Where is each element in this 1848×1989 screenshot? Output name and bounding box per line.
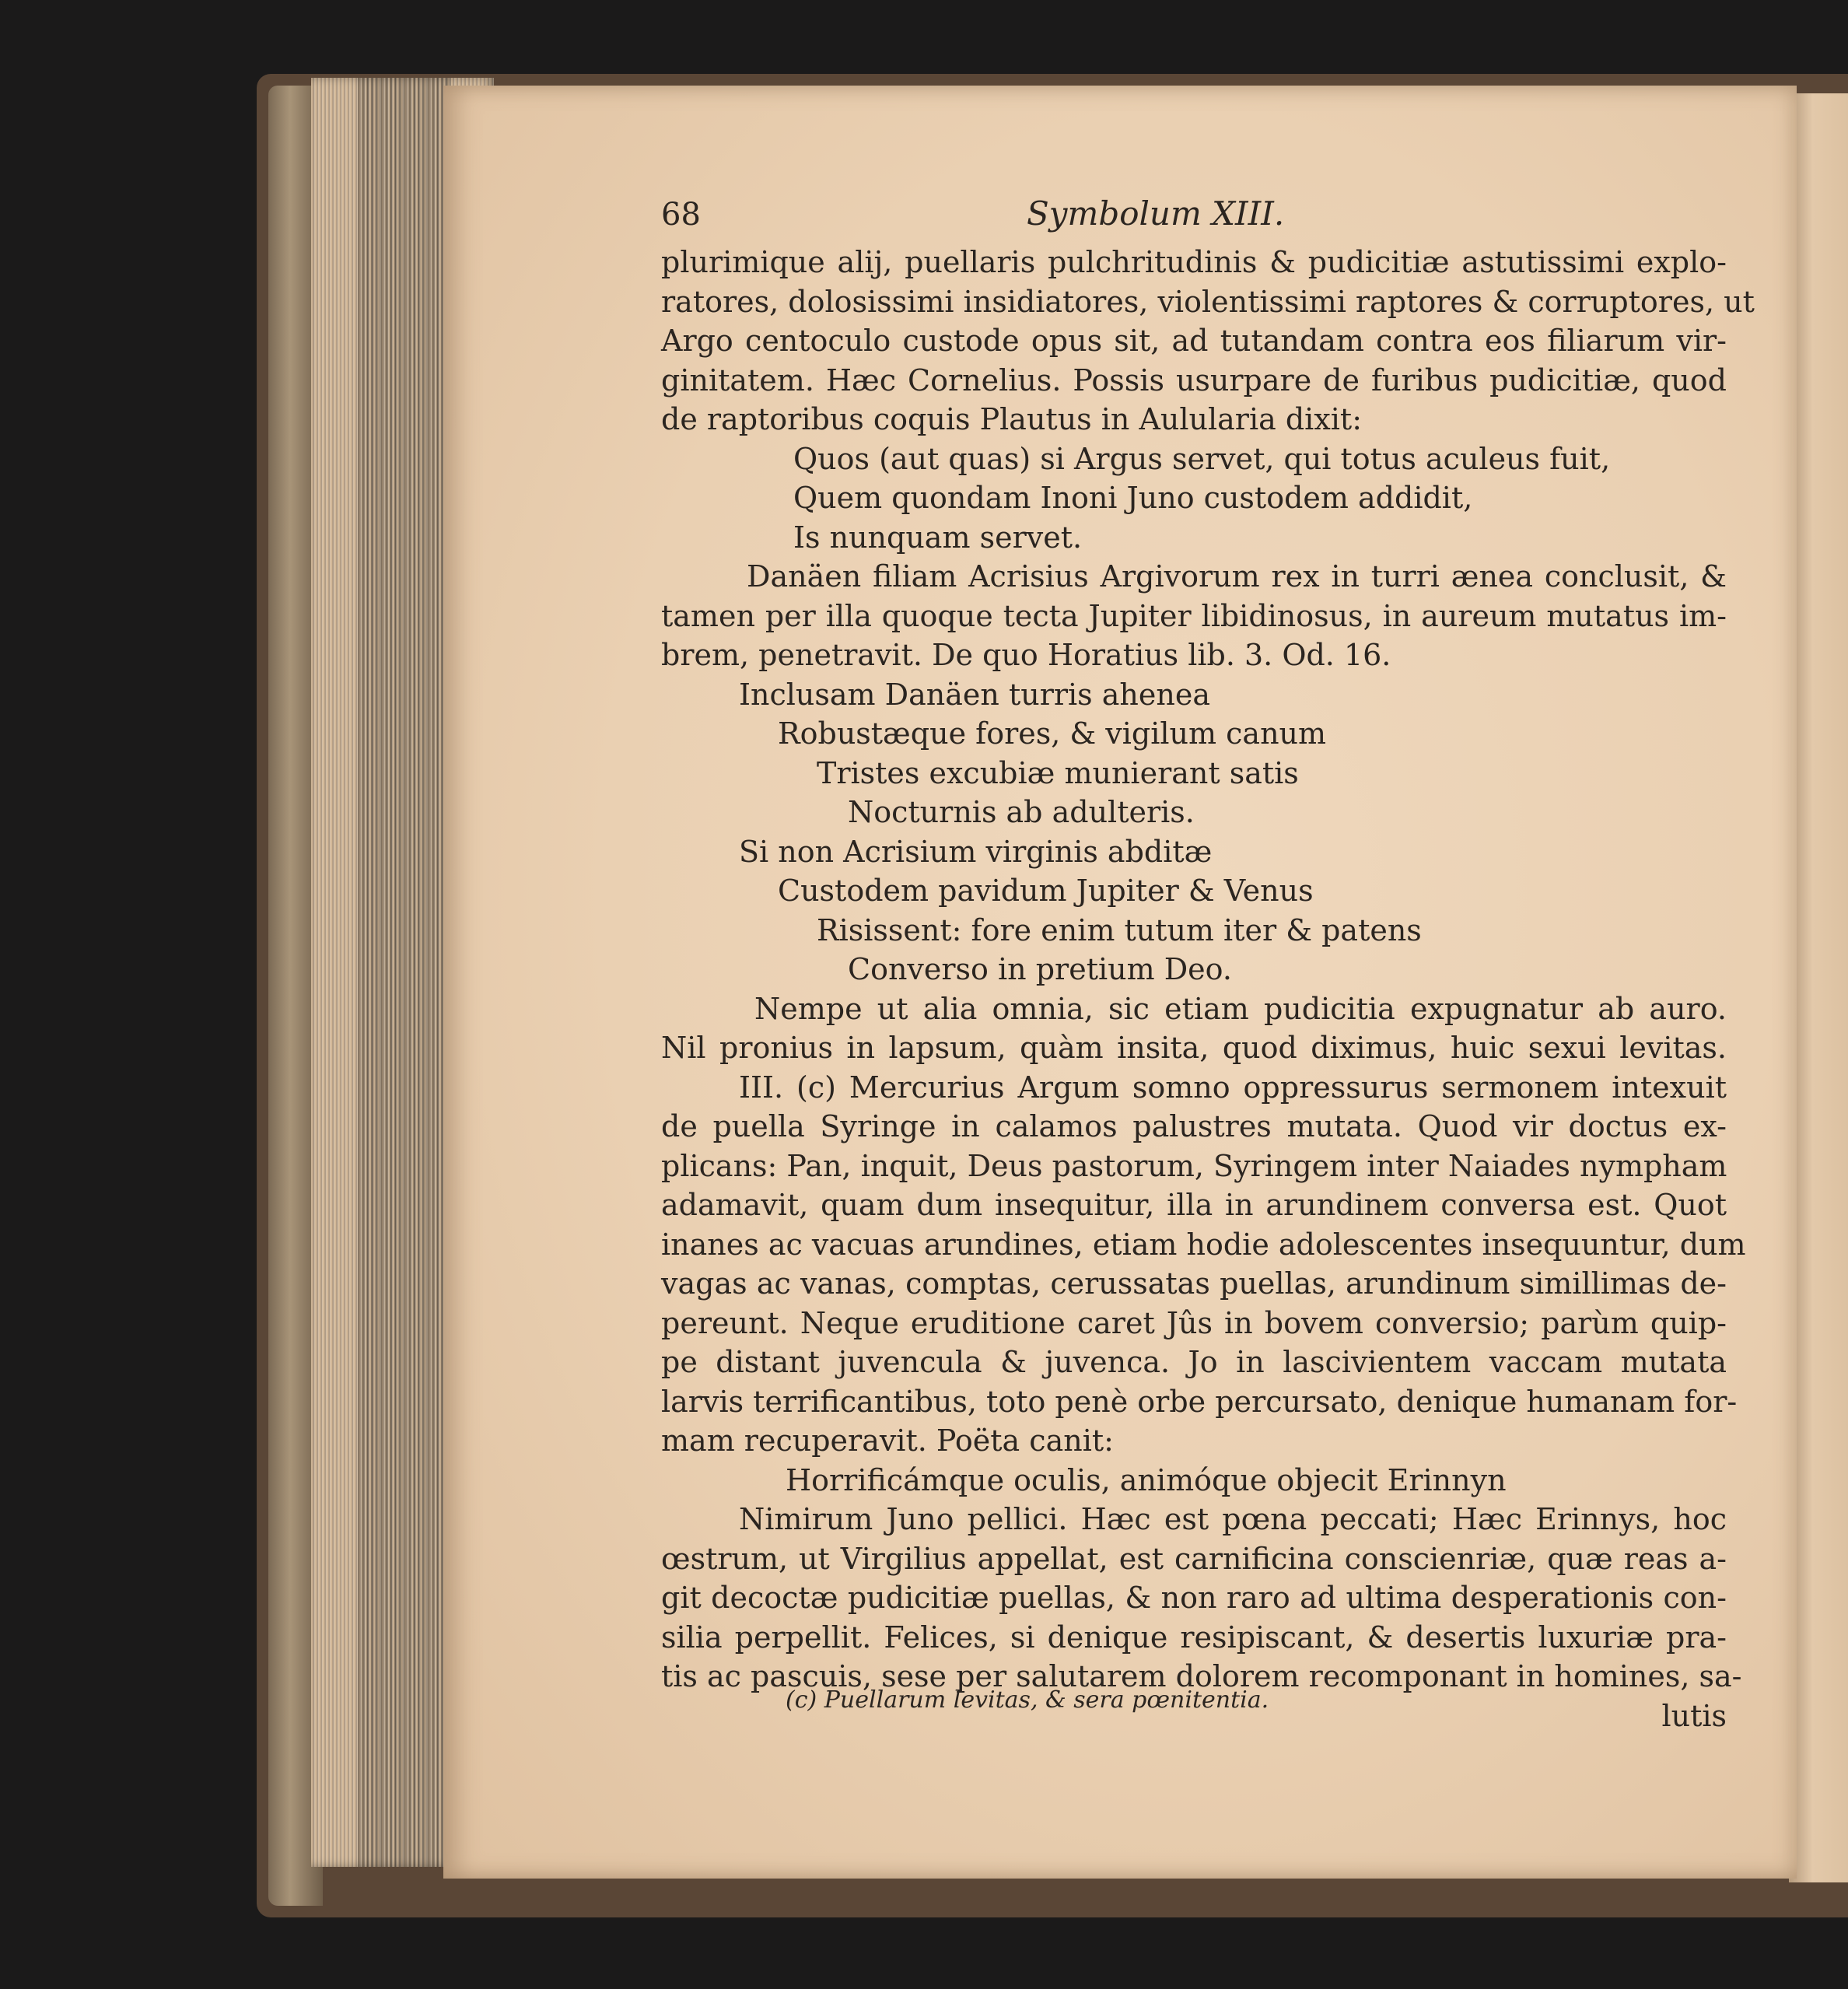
text-line: Horrificámque oculis, animóque objecit Erinnyn [786, 1462, 1507, 1497]
text-line: III. (c) Mercurius Argum somno oppressurus sermonem intexuit [739, 1070, 1727, 1105]
text-line: tis ac pascuis, sese per salutarem dolorem recomponant in homines, sa- [661, 1659, 1742, 1693]
text-line: Nempe ut alia omnia, sic etiam pudicitia expugnatur ab auro. [754, 991, 1727, 1026]
text-line: ginitatem. Hæc Cornelius. Possis usurpare de furibus pudicitiæ, quod [661, 362, 1727, 397]
text-line: Risissent: fore enim tutum iter & patens [817, 912, 1422, 947]
text-line: Nimirum Juno pellici. Hæc est pœna peccati; Hæc Erinnys, hoc [739, 1502, 1727, 1536]
text-line: Quos (aut quas) si Argus servet, qui totus aculeus fuit, [793, 441, 1611, 476]
footnote: (c) Puellarum levitas, & sera pœnitentia. [786, 1686, 1269, 1714]
text-line: œstrum, ut Virgilius appellat, est carnificina conscienriæ, quæ reas a- [661, 1541, 1727, 1576]
text-line: vagas ac vanas, comptas, cerussatas puellas, arundinum simillimas de- [661, 1266, 1727, 1301]
text-line: Danäen filiam Acrisius Argivorum rex in turri ænea conclusit, & [747, 559, 1727, 594]
text-line: adamavit, quam dum insequitur, illa in arundinem conversa est. Quot [661, 1188, 1727, 1222]
text-line: Si non Acrisium virginis abditæ [739, 834, 1213, 869]
text-line: Quem quondam Inoni Juno custodem addidit, [793, 481, 1473, 515]
facing-page-edge [1789, 93, 1848, 1882]
text-line: plicans: Pan, inquit, Deus pastorum, Syringem inter Naiades nympham [661, 1148, 1727, 1183]
text-line: inanes ac vacuas arundines, etiam hodie adolescentes insequuntur, dum [661, 1227, 1746, 1262]
text-line: Tristes excubiæ munierant satis [817, 755, 1299, 790]
text-line: Converso in pretium Deo. [848, 952, 1232, 986]
catchword: lutis [1661, 1698, 1727, 1733]
text-line: de raptoribus coquis Plautus in Aulularia dixit: [661, 402, 1362, 436]
text-line: ratores, dolosissimi insidiatores, violentissimi raptores & corruptores, ut [661, 284, 1755, 319]
text-line: mam recuperavit. Poëta canit: [661, 1423, 1114, 1458]
text-line: Is nunquam servet. [793, 520, 1083, 555]
text-body [661, 243, 1755, 1697]
text-line: pereunt. Neque eruditione caret Jûs in bovem conversio; parùm quip- [661, 1305, 1727, 1340]
text-line: larvis terrificantibus, toto penè orbe percursato, denique humanam for- [661, 1384, 1738, 1419]
page-number: 68 [661, 197, 701, 233]
text-line: pe distant juvencula & juvenca. Jo in lascivientem vaccam mutata [661, 1345, 1727, 1379]
running-title: Symbolum XIII. [1027, 194, 1285, 233]
page-header [661, 194, 1727, 243]
text-line: Robustæque fores, & vigilum canum [778, 716, 1327, 751]
text-line: Nocturnis ab adulteris. [848, 795, 1195, 829]
text-line: Argo centoculo custode opus sit, ad tutandam contra eos filiarum vir- [661, 324, 1727, 358]
text-line: plurimique alij, puellaris pulchritudinis & pudicitiæ astutissimi explo- [661, 245, 1727, 279]
text-line: brem, penetravit. De quo Horatius lib. 3. Od. 16. [661, 638, 1391, 672]
text-line: silia perpellit. Felices, si denique resipiscant, & desertis luxuriæ pra- [661, 1620, 1727, 1655]
page-text [661, 194, 1755, 1735]
text-line: de puella Syringe in calamos palustres mutata. Quod vir doctus ex- [661, 1109, 1727, 1143]
text-line: Nil pronius in lapsum, quàm insita, quod diximus, huic sexui levitas. [661, 1031, 1727, 1065]
text-line: git decoctæ pudicitiæ puellas, & non raro ad ultima desperationis con- [661, 1581, 1727, 1615]
text-line: Custodem pavidum Jupiter & Venus [778, 874, 1314, 908]
text-line: Inclusam Danäen turris ahenea [739, 677, 1210, 712]
text-line: tamen per illa quoque tecta Jupiter libidinosus, in aureum mutatus im- [661, 598, 1727, 633]
